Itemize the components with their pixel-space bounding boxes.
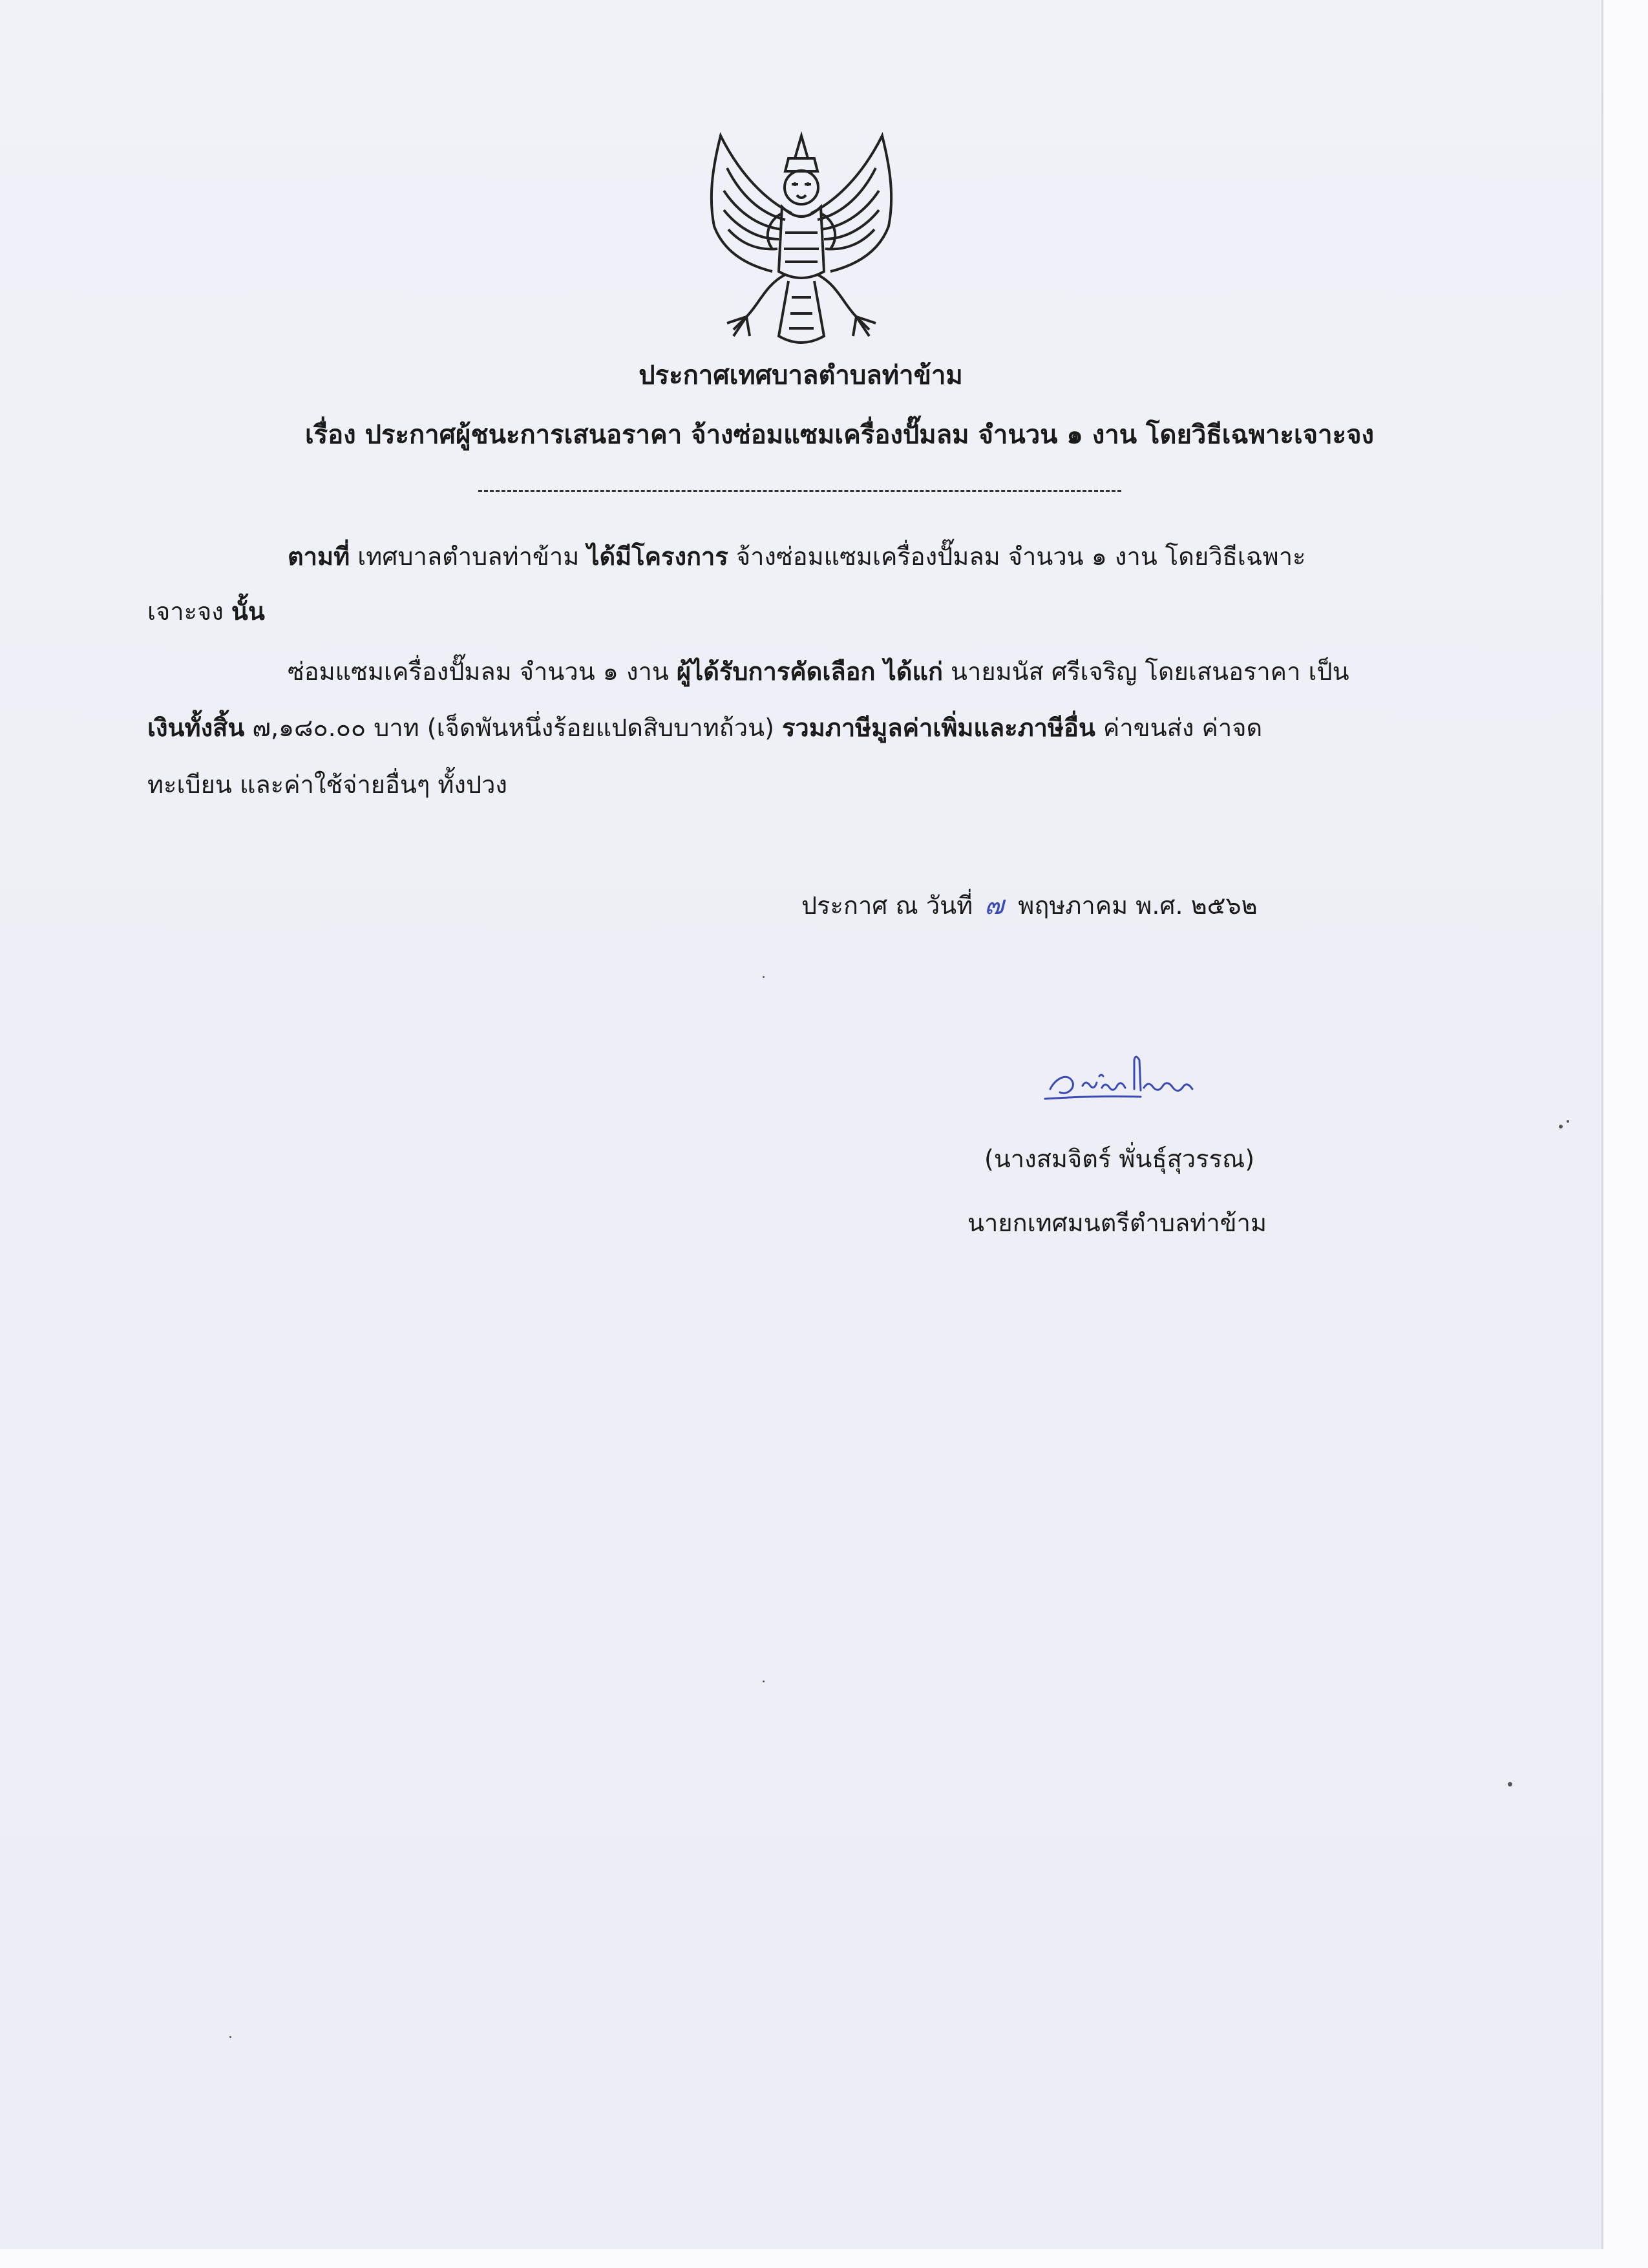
p1-agency: เทศบาลตำบลท่าข้าม — [350, 542, 587, 571]
p2-tax-label: รวมภาษีมูลค่าเพิ่มและภาษีอื่น — [782, 714, 1095, 742]
scan-margin-bottom — [0, 2249, 1648, 2268]
paragraph-2-line-2 — [147, 708, 1262, 747]
p2-total-label: เงินทั้งสิ้น — [147, 714, 245, 742]
scan-speck — [763, 976, 765, 978]
scan-speck — [1559, 1125, 1563, 1129]
scan-speck — [229, 2036, 231, 2038]
p2-winner: นายมนัส ศรีเจริญ โดยเสนอราคา เป็น — [942, 657, 1349, 686]
p1-project-label: ได้มีโครงการ — [587, 542, 728, 571]
paragraph-2-line-1 — [288, 652, 1349, 691]
signatory-name: (นางสมจิตร์ พั่นธุ์สุวรรณ) — [984, 1145, 1255, 1173]
signatory-position: นายกเทศมนตรีตำบลท่าข้าม — [967, 1209, 1267, 1237]
handwritten-day: ๗ — [984, 891, 1004, 920]
p2-fees: ค่าขนส่ง ค่าจด — [1095, 714, 1263, 742]
p2-winner-label: ผู้ได้รับการคัดเลือก ได้แก่ — [676, 657, 943, 686]
handwritten-signature-icon — [1037, 1050, 1251, 1112]
date-rest: พฤษภาคม พ.ศ. ๒๕๖๒ — [1018, 891, 1258, 920]
paragraph-1-line-1 — [288, 536, 1305, 576]
p1-project: จ้างซ่อมแซมเครื่องปั๊มลม จำนวน ๑ งาน โดยวิธีเฉพาะ — [728, 542, 1306, 571]
document-title: ประกาศเทศบาลตำบลท่าข้าม — [639, 361, 963, 390]
garuda-emblem-icon — [695, 123, 908, 355]
document-subject: เรื่อง ประกาศผู้ชนะการเสนอราคา จ้างซ่อมแซมเครื่องปั๊มลม จำนวน ๑ งาน โดยวิธีเฉพาะเจาะจง — [304, 420, 1375, 450]
separator-line — [478, 490, 1121, 492]
p2-item: ซ่อมแซมเครื่องปั๊มลม จำนวน ๑ งาน — [288, 657, 677, 686]
scan-margin-right — [1603, 0, 1648, 2268]
announcement-date — [801, 884, 1258, 926]
scan-speck — [1567, 1120, 1569, 1123]
paragraph-1-line-2 — [147, 591, 265, 631]
p1-intro: ตามที่ — [288, 542, 350, 571]
p2-amount: ๗,๑๘๐.๐๐ บาท (เจ็ดพันหนึ่งร้อยแปดสิบบาทถ้วน) — [244, 714, 782, 742]
p1-method-end: เจาะจง — [147, 597, 231, 626]
date-prefix: ประกาศ ณ วันที่ — [801, 891, 973, 920]
scan-speck — [763, 1680, 765, 1682]
scan-speck — [1508, 1782, 1512, 1786]
paragraph-2-line-3: ทะเบียน และค่าใช้จ่ายอื่นๆ ทั้งปวง — [147, 770, 507, 799]
p1-closing: นั้น — [231, 597, 265, 626]
